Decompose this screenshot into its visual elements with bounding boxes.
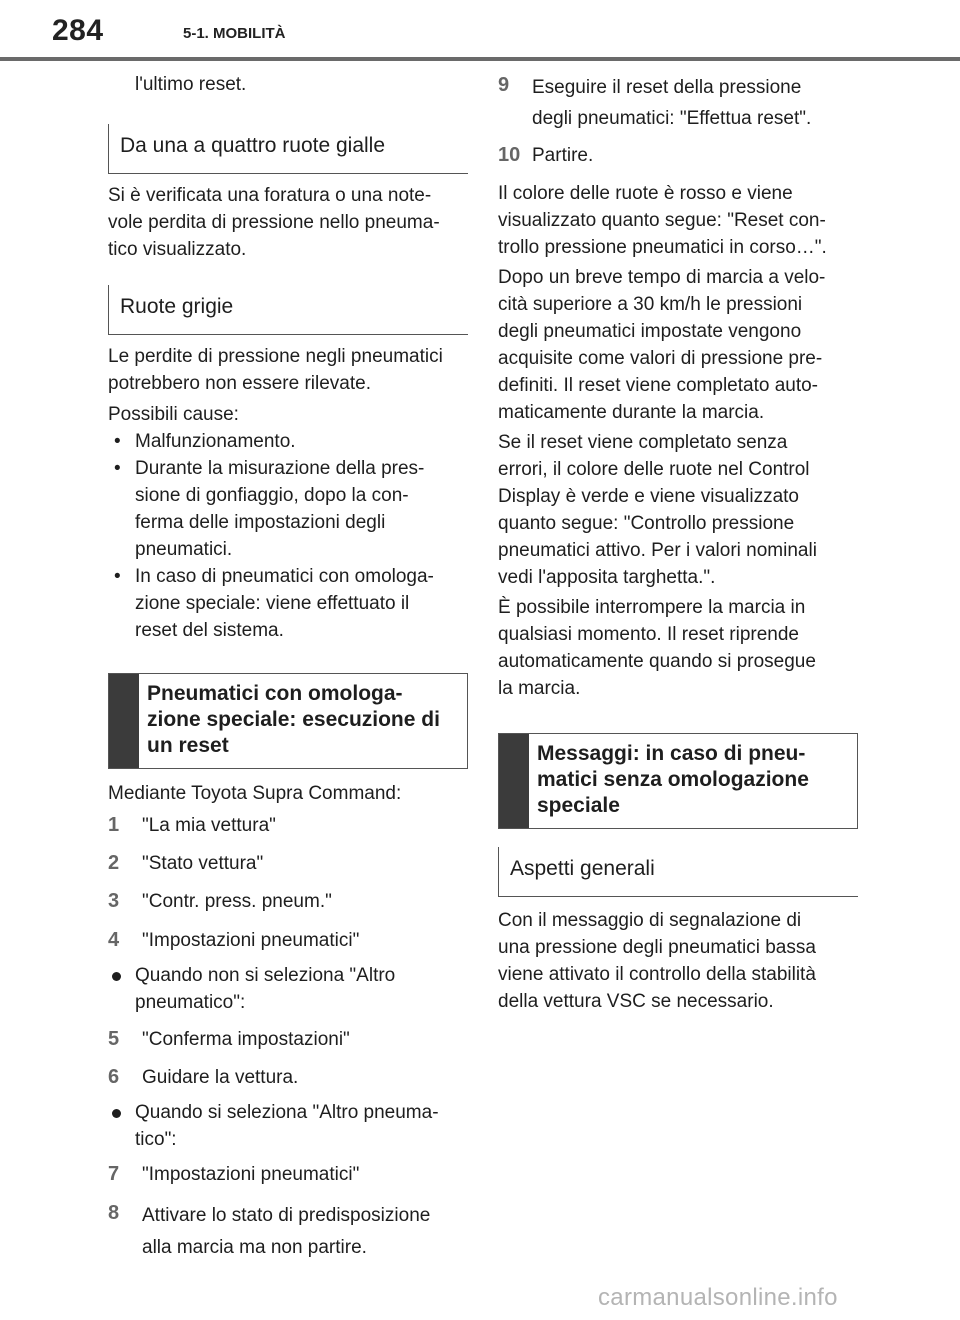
bullet-dot-icon [112, 1109, 121, 1118]
section-title: 5-1. MOBILITÀ [183, 25, 286, 42]
header-divider [0, 57, 960, 61]
subheading-general-label: Aspetti generali [510, 857, 655, 880]
yellow-wheels-text: Si è verificata una foratura o una note- vole perdita di pressione nello pneuma- tico visualizzato. [108, 185, 440, 260]
bullet-dot-icon [112, 972, 121, 981]
subheading-yellow-label: Da una a quattro ruote gialle [120, 134, 386, 157]
causes-title: Possibili cause: [108, 404, 239, 425]
grey-wheels-text: Le perdite di pressione negli pneumatici potrebbero non essere rilevate. [108, 346, 443, 394]
subheading-yellow-wheels [108, 124, 468, 174]
box-heading-special-tyres: Pneumatici con omologa- zione speciale: esecuzione di un reset [108, 673, 468, 769]
box-heading-bar [109, 674, 139, 768]
subheading-general [498, 847, 858, 897]
box-heading-bar [499, 734, 529, 828]
paragraph: Se il reset viene completato senza errori, il colore delle ruote nel Control Display è verde e viene visualizzato quanto segue: "Controllo pressione pneumatici attivo. Per i valori nominali vedi l'apposita targhetta.". [498, 432, 817, 588]
paragraph: Il colore delle ruote è rosso e viene visualizzato quanto segue: "Reset con- trollo pressione pneumatici in corso…". [498, 183, 827, 258]
watermark: carmanualsonline.info [598, 1284, 838, 1311]
subheading-grey-wheels [108, 285, 468, 335]
paragraph: È possibile interrompere la marcia in qualsiasi momento. Il reset riprende automaticamente quando si prosegue la marcia. [498, 597, 816, 699]
subheading-grey-label: Ruote grigie [120, 295, 234, 318]
page-number: 284 [52, 14, 104, 47]
paragraph: Con il messaggio di segnalazione di una pressione degli pneumatici bassa viene attivato il controllo della stabilità della vettura VSC se necessario. [498, 910, 816, 1012]
intro-line: l'ultimo reset. [135, 74, 247, 95]
page-header [0, 0, 960, 62]
box-heading-messages: Messaggi: in caso di pneu- matici senza omologazione speciale [498, 733, 858, 829]
paragraph: Dopo un breve tempo di marcia a velo- cità superiore a 30 km/h le pressioni degli pneumatici impostate vengono acquisite come valori di pressione pre- definiti. Il reset viene completato auto- maticamente durante la marcia. [498, 267, 826, 423]
command-intro: Mediante Toyota Supra Command: [108, 783, 402, 804]
